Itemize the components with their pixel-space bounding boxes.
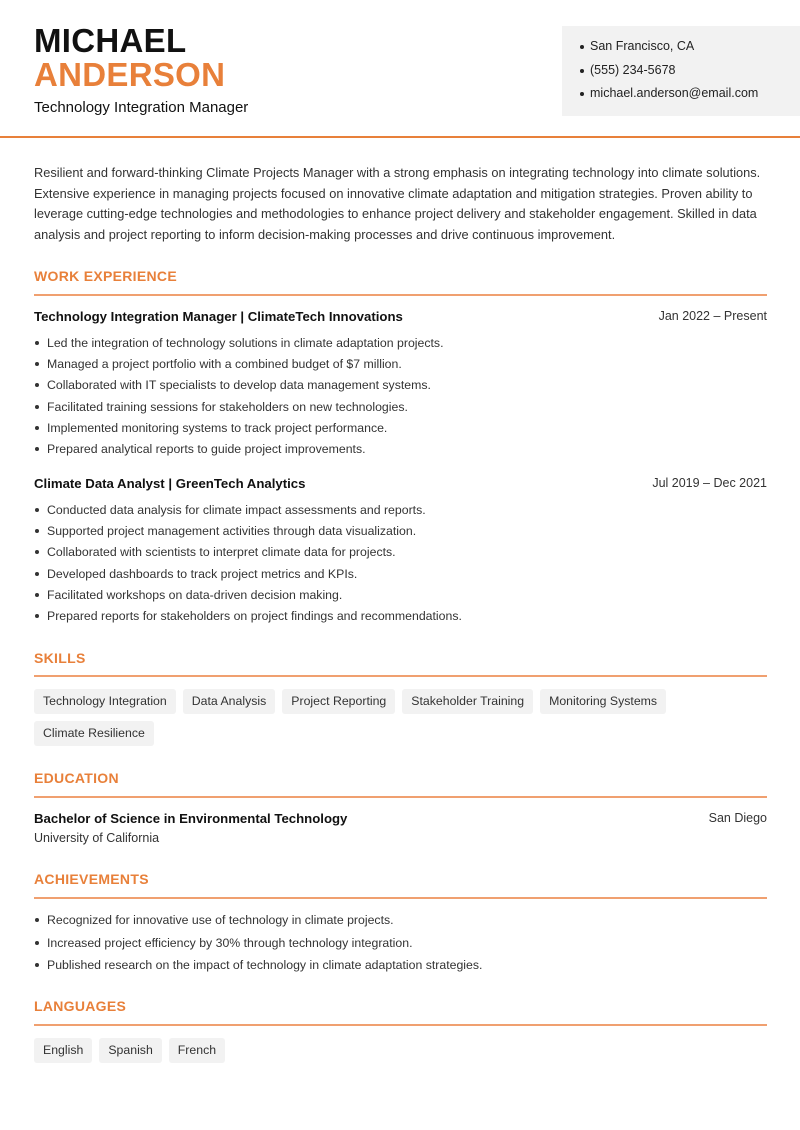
- job-bullet-list: [34, 334, 767, 461]
- first-name: MICHAEL: [34, 22, 187, 59]
- list-item: Facilitated training sessions for stakeholders on new technologies.: [34, 398, 767, 419]
- skill-tag: Monitoring Systems: [540, 689, 666, 714]
- list-item: Increased project efficiency by 30% through technology integration.: [34, 934, 767, 957]
- list-item: Prepared analytical reports to guide project improvements.: [34, 440, 767, 461]
- list-item: Developed dashboards to track project metrics and KPIs.: [34, 565, 767, 586]
- job-role: Climate Data Analyst | GreenTech Analytics: [34, 476, 306, 491]
- education-school: University of California: [34, 831, 160, 845]
- section-divider: [34, 897, 767, 899]
- skill-tag: Stakeholder Training: [402, 689, 533, 714]
- skills-tag-list: [34, 689, 767, 746]
- section-title-skills: SKILLS: [34, 650, 86, 666]
- skill-tag: Technology Integration: [34, 689, 176, 714]
- contact-email[interactable]: michael.anderson@email.com: [580, 85, 800, 109]
- section-divider: [34, 1024, 767, 1026]
- contact-phone: (555) 234-5678: [580, 62, 800, 86]
- achievements-list: [34, 911, 767, 979]
- education-location: San Diego: [708, 811, 767, 825]
- job-dates: Jan 2022 – Present: [658, 309, 767, 323]
- section-title-achievements: ACHIEVEMENTS: [34, 871, 149, 887]
- section-title-languages: LANGUAGES: [34, 998, 127, 1014]
- list-item: Implemented monitoring systems to track project performance.: [34, 419, 767, 440]
- language-tag: English: [34, 1038, 92, 1063]
- job-header: [34, 309, 767, 327]
- list-item: Prepared reports for stakeholders on project findings and recommendations.: [34, 607, 767, 628]
- skill-tag: Data Analysis: [183, 689, 276, 714]
- contact-location: San Francisco, CA: [580, 38, 800, 62]
- languages-tag-list: [34, 1038, 767, 1063]
- job-bullet-list: [34, 501, 767, 628]
- list-item: Supported project management activities through data visualization.: [34, 522, 767, 543]
- job-dates: Jul 2019 – Dec 2021: [652, 476, 767, 490]
- professional-summary: Resilient and forward-thinking Climate Projects Manager with a strong emphasis on integrating technology into climate solutions. Extensive experience in managing projects focused on innovative climate adaptation and mitigation strategies. Proven ability to leverage cutting-edge technologies and methodologies to enhance project delivery and stakeholder engagement. Skilled in data analysis and project reporting to inform decision-making processes and drive continuous improvement.: [34, 165, 761, 242]
- contact-box: [562, 26, 800, 116]
- job-role: Technology Integration Manager | ClimateTech Innovations: [34, 309, 403, 324]
- section-divider: [34, 675, 767, 677]
- list-item: Recognized for innovative use of technology in climate projects.: [34, 911, 767, 934]
- list-item: Facilitated workshops on data-driven decision making.: [34, 586, 767, 607]
- skill-tag: Climate Resilience: [34, 721, 154, 746]
- list-item: Conducted data analysis for climate impact assessments and reports.: [34, 501, 767, 522]
- skill-tag: Project Reporting: [282, 689, 395, 714]
- section-divider: [34, 796, 767, 798]
- education-degree: Bachelor of Science in Environmental Technology: [34, 811, 348, 826]
- list-item: Published research on the impact of technology in climate adaptation strategies.: [34, 956, 767, 979]
- section-divider: [34, 294, 767, 296]
- list-item: Managed a project portfolio with a combined budget of $7 million.: [34, 355, 767, 376]
- language-tag: French: [169, 1038, 225, 1063]
- language-tag: Spanish: [99, 1038, 161, 1063]
- last-name: ANDERSON: [34, 56, 226, 93]
- job-header: [34, 476, 767, 494]
- job-title: Technology Integration Manager: [34, 99, 249, 116]
- section-title-work-experience: WORK EXPERIENCE: [34, 268, 177, 284]
- list-item: Collaborated with scientists to interpret climate data for projects.: [34, 543, 767, 564]
- list-item: Collaborated with IT specialists to develop data management systems.: [34, 376, 767, 397]
- section-title-education: EDUCATION: [34, 770, 119, 786]
- resume-header: [0, 0, 800, 138]
- list-item: Led the integration of technology solutions in climate adaptation projects.: [34, 334, 767, 355]
